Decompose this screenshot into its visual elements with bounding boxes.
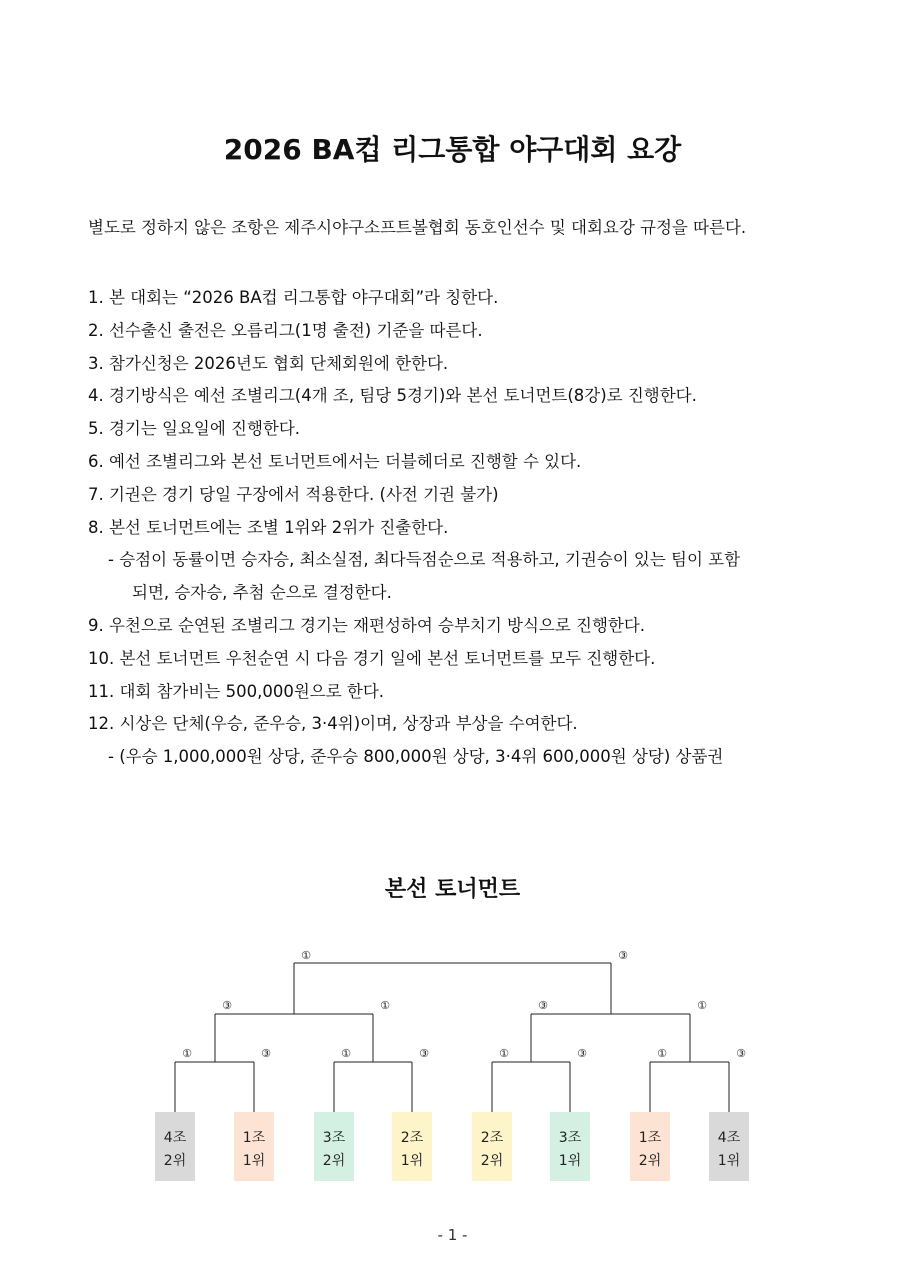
team-rank-label: 1위 — [558, 1153, 582, 1169]
rule-item: 8. 본선 토너먼트에는 조별 1위와 2위가 진출한다. — [88, 517, 449, 537]
team-rank-label: 2위 — [480, 1153, 504, 1169]
rule-item: 5. 경기는 일요일에 진행한다. — [88, 419, 301, 439]
seed-mark: ③ — [419, 1047, 429, 1060]
seed-mark: ① — [301, 949, 311, 962]
seed-mark: ① — [657, 1047, 667, 1060]
team-group-label: 3조 — [558, 1130, 582, 1146]
rule-subitem: - (우승 1,000,000원 상당, 준우승 800,000원 상당, 3·4위 600,000원 상당) 상품권 — [108, 747, 724, 767]
team-group-label: 4조 — [717, 1130, 741, 1146]
bracket-title: 본선 토너먼트 — [384, 877, 521, 902]
seed-mark: ③ — [261, 1047, 271, 1060]
team-rank-label: 1위 — [400, 1153, 424, 1169]
team-group-label: 1조 — [242, 1130, 266, 1146]
team-box — [550, 1112, 590, 1181]
team-rank-label: 2위 — [638, 1153, 662, 1169]
rule-subitem: - 승점이 동률이면 승자승, 최소실점, 최다득점순으로 적용하고, 기권승이 있는 팀이 포함 — [108, 550, 741, 570]
team-group-label: 2조 — [480, 1130, 504, 1146]
team-group-label: 4조 — [163, 1130, 187, 1146]
rule-item: 7. 기권은 경기 당일 구장에서 적용한다. (사전 기권 불가) — [88, 484, 499, 504]
team-rank-label: 2위 — [163, 1153, 187, 1169]
seed-mark: ③ — [736, 1047, 746, 1060]
seed-mark: ① — [341, 1047, 351, 1060]
seed-mark: ① — [182, 1047, 192, 1060]
rule-item: 2. 선수출신 출전은 오름리그(1명 출전) 기준을 따른다. — [88, 320, 483, 340]
page-number: - 1 - — [437, 1226, 468, 1244]
rule-item: 6. 예선 조별리그와 본선 토너먼트에서는 더블헤더로 진행할 수 있다. — [88, 451, 582, 471]
team-group-label: 1조 — [638, 1130, 662, 1146]
rule-item: 9. 우천으로 순연된 조별리그 경기는 재편성하여 승부치기 방식으로 진행한다. — [88, 615, 646, 635]
team-rank-label: 1위 — [717, 1153, 741, 1169]
team-group-label: 2조 — [400, 1130, 424, 1146]
seed-mark: ① — [380, 999, 390, 1012]
team-box — [709, 1112, 749, 1181]
team-box — [155, 1112, 195, 1181]
rule-item: 1. 본 대회는 “2026 BA컵 리그통합 야구대회”라 칭한다. — [88, 288, 499, 307]
document-title: 2026 BA컵 리그통합 야구대회 요강 — [223, 133, 682, 166]
rule-item: 12. 시상은 단체(우승, 준우승, 3·4위)이며, 상장과 부상을 수여한다. — [88, 714, 578, 734]
rule-item: 11. 대회 참가비는 500,000원으로 한다. — [88, 681, 385, 701]
rule-item: 4. 경기방식은 예선 조별리그(4개 조, 팀당 5경기)와 본선 토너먼트(8강)로 진행한다. — [88, 386, 697, 406]
team-rank-label: 2위 — [322, 1153, 346, 1169]
rule-subitem-continuation: 되면, 승자승, 추첨 순으로 결정한다. — [132, 583, 392, 603]
seed-mark: ③ — [577, 1047, 587, 1060]
team-box — [630, 1112, 670, 1181]
seed-mark: ③ — [222, 999, 232, 1012]
team-box — [314, 1112, 354, 1181]
team-rank-label: 1위 — [242, 1153, 266, 1169]
seed-mark: ③ — [538, 999, 548, 1012]
team-box — [234, 1112, 274, 1181]
team-box — [392, 1112, 432, 1181]
intro-text: 별도로 정하지 않은 조항은 제주시야구소프트볼협회 동호인선수 및 대회요강 규정을 따른다. — [88, 218, 747, 237]
seed-mark: ① — [499, 1047, 509, 1060]
seed-mark: ③ — [618, 949, 628, 962]
team-box — [472, 1112, 512, 1181]
team-group-label: 3조 — [322, 1130, 346, 1146]
seed-mark: ① — [697, 999, 707, 1012]
rule-item: 3. 참가신청은 2026년도 협회 단체회원에 한한다. — [88, 353, 449, 373]
rule-item: 10. 본선 토너먼트 우천순연 시 다음 경기 일에 본선 토너먼트를 모두 진행한다. — [88, 648, 656, 668]
